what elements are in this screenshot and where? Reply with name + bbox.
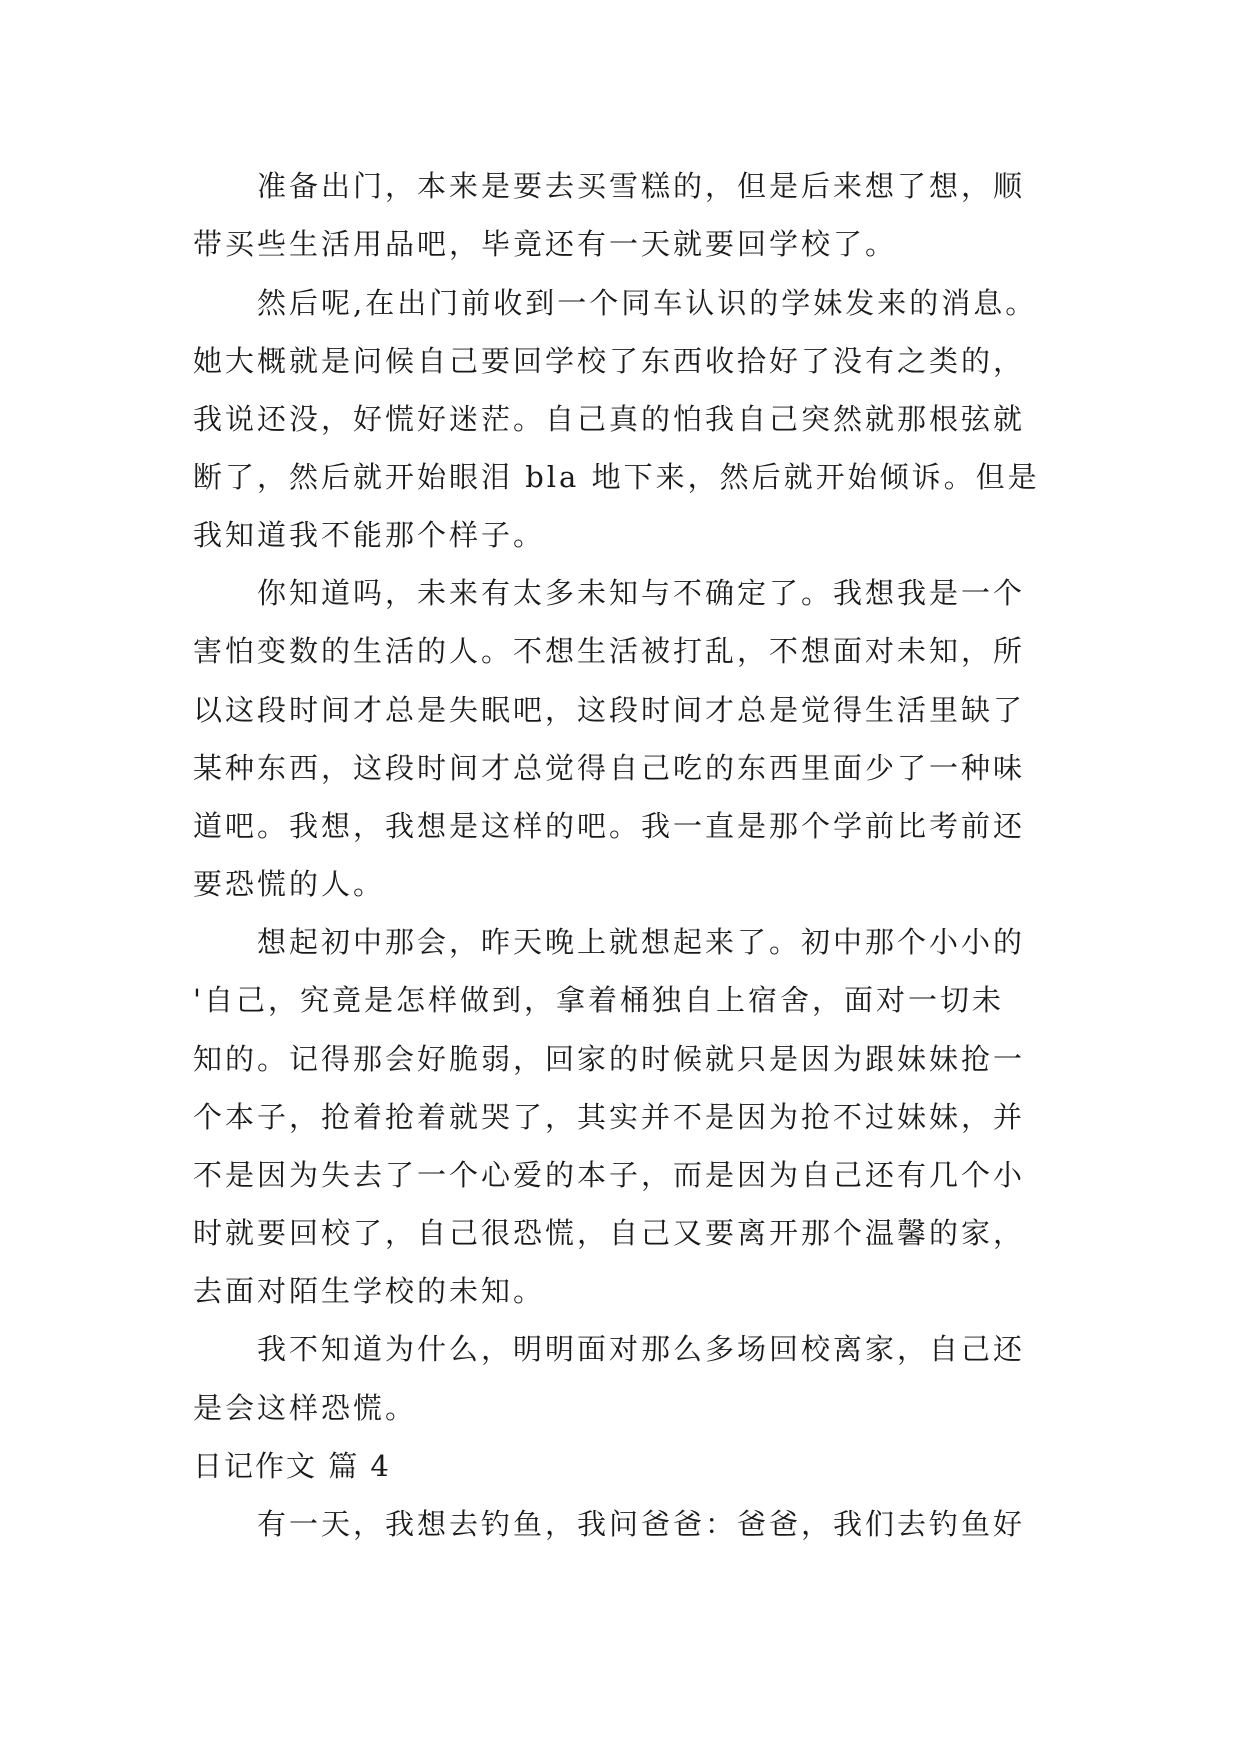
- text-line: 我知道我不能那个样子。: [193, 518, 546, 552]
- text-line: 我说还没，好慌好迷茫。自己真的怕我自己突然就那根弦就: [193, 402, 1026, 436]
- text-line: 知的。记得那会好脆弱，回家的时候就只是因为跟妹妹抢一: [193, 1042, 1026, 1076]
- text-line: 想起初中那会，昨天晚上就想起来了。初中那个小小的: [257, 925, 1026, 959]
- text-line: 你知道吗，未来有太多未知与不确定了。我想我是一个: [257, 576, 1026, 610]
- text-line: 她大概就是问候自己要回学校了东西收拾好了没有之类的，: [193, 344, 1026, 378]
- text-line: 道吧。我想，我想是这样的吧。我一直是那个学前比考前还: [193, 809, 1026, 843]
- text-line: '自己，究竟是怎样做到，拿着桶独自上宿舍，面对一切未: [193, 983, 1004, 1017]
- text-line: 要恐慌的人。: [193, 867, 386, 901]
- text-line: 然后呢,在出门前收到一个同车认识的学妹发来的消息。: [257, 286, 1038, 320]
- text-line: 断了，然后就开始眼泪 bla 地下来，然后就开始倾诉。但是: [193, 460, 1040, 494]
- text-line: 某种东西，这段时间才总觉得自己吃的东西里面少了一种味: [193, 751, 1026, 785]
- text-line: 准备出门，本来是要去买雪糕的，但是后来想了想，顺: [257, 169, 1026, 203]
- text-line: 不是因为失去了一个心爱的本子，而是因为自己还有几个小: [193, 1158, 1026, 1192]
- text-line: 个本子，抢着抢着就哭了，其实并不是因为抢不过妹妹，并: [193, 1100, 1026, 1134]
- text-line: 去面对陌生学校的未知。: [193, 1274, 546, 1308]
- section-heading: 日记作文 篇 4: [193, 1449, 391, 1483]
- text-line: 有一天，我想去钓鱼，我问爸爸：爸爸，我们去钓鱼好: [257, 1507, 1026, 1541]
- text-line: 我不知道为什么，明明面对那么多场回校离家，自己还: [257, 1332, 1026, 1366]
- text-line: 害怕变数的生活的人。不想生活被打乱，不想面对未知，所: [193, 634, 1026, 668]
- text-line: 是会这样恐慌。: [193, 1391, 418, 1425]
- text-line: 带买些生活用品吧，毕竟还有一天就要回学校了。: [193, 227, 898, 261]
- text-line: 以这段时间才总是失眠吧，这段时间才总是觉得生活里缺了: [193, 693, 1026, 727]
- text-line: 时就要回校了，自己很恐慌，自己又要离开那个温馨的家，: [193, 1216, 1026, 1250]
